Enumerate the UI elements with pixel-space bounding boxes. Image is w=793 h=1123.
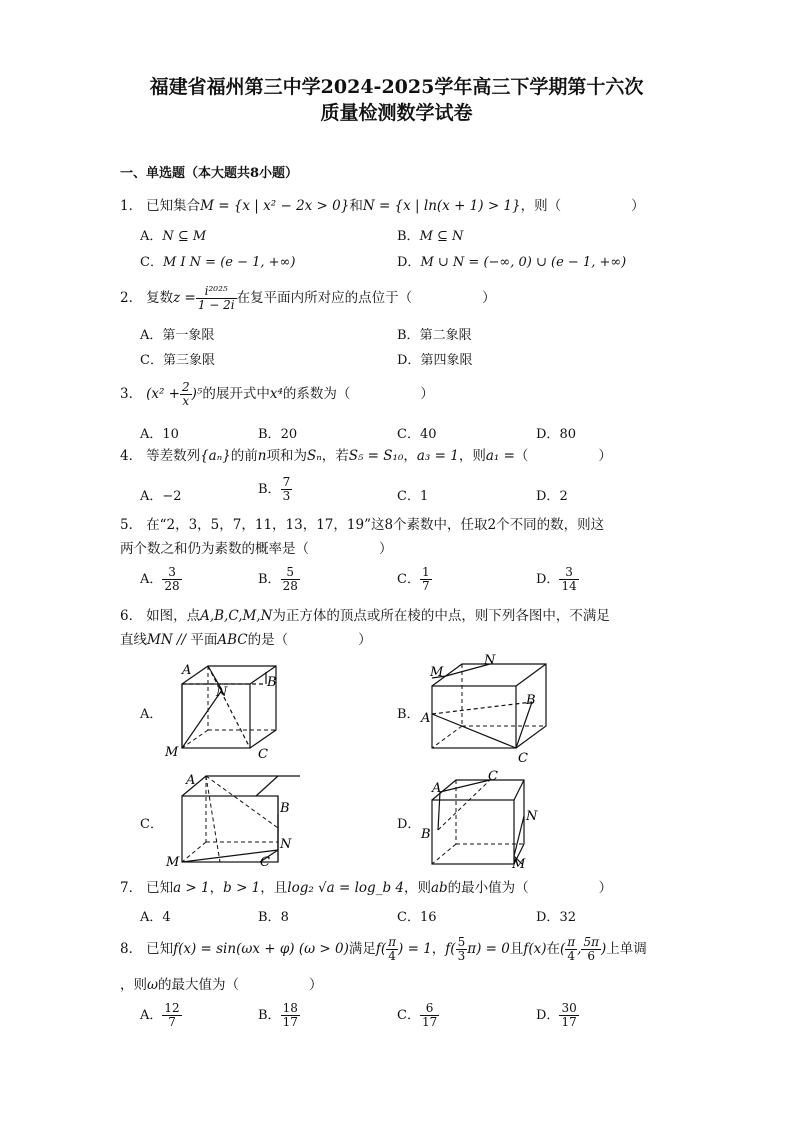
- q8-option-d[interactable]: D． $\frac{30}{17}$: [536, 1001, 577, 1029]
- q6-option-b-label[interactable]: B．: [397, 707, 420, 722]
- answer-paren: ）: [598, 448, 612, 464]
- question-text: 已知集合: [146, 198, 201, 214]
- point-n: N: [526, 809, 538, 824]
- point-b: B: [526, 693, 536, 708]
- question-3: [120, 381, 434, 408]
- q1-option-d[interactable]: D．M ∪ N = (−∞, 0) ∪ (e − 1, +∞): [397, 255, 627, 270]
- q1-option-b[interactable]: B．M ⊆ N: [397, 229, 464, 244]
- answer-paren: ）: [631, 198, 645, 214]
- q1-option-c[interactable]: C．M I N = (e − 1, +∞): [140, 255, 296, 270]
- q3-option-d[interactable]: D．80: [536, 427, 576, 442]
- q6-option-d-label[interactable]: D．: [397, 817, 421, 832]
- question-8-line2: ，则ω的最大值为（ ）: [120, 977, 323, 993]
- q1-option-a[interactable]: A．N ⊆ M: [140, 229, 207, 244]
- point-m: M: [165, 745, 179, 760]
- math-expression: x⁴: [269, 386, 283, 402]
- answer-paren: ）: [309, 977, 323, 993]
- question-number: 8．: [120, 941, 143, 957]
- point-m: M: [166, 855, 180, 870]
- answer-paren: ）: [482, 290, 496, 306]
- question-text: 在“2，3，5，7，11，13，17，19”这8个素数中，任取2个不同的数，则这: [146, 517, 605, 533]
- q7-option-a[interactable]: A．4: [140, 910, 171, 925]
- section-heading: 一、单选题（本大题共8小题）: [120, 166, 299, 181]
- cube-figure-c[interactable]: [160, 770, 300, 874]
- point-a: A: [421, 711, 431, 726]
- point-c: C: [260, 855, 270, 870]
- question-6-line2: 直线MN // 平面ABC的是（ ）: [120, 632, 372, 648]
- question-2: [120, 285, 496, 312]
- q8-option-a[interactable]: A． $\frac{12}{7}$: [140, 1001, 180, 1029]
- question-text: 和: [349, 198, 363, 214]
- point-c: C: [258, 747, 268, 760]
- q7-option-d[interactable]: D．32: [536, 910, 576, 925]
- math-expression: z =: [173, 290, 196, 306]
- question-text: 的系数为（: [282, 386, 351, 402]
- point-b: B: [267, 675, 277, 690]
- math-expression: M = {x | x² − 2x > 0}: [200, 198, 350, 214]
- q4-option-b[interactable]: B． $\frac{7}{3}$: [258, 475, 291, 503]
- question-1: [120, 196, 645, 216]
- q6-option-a-label[interactable]: A．: [140, 707, 163, 722]
- question-number: 4．: [120, 448, 143, 464]
- question-number: 7．: [120, 880, 143, 896]
- q5-option-a[interactable]: A． $\frac{3}{28}$: [140, 565, 180, 593]
- q2-option-d[interactable]: D．第四象限: [397, 353, 473, 368]
- math-expression: )⁵: [191, 386, 203, 402]
- q5-option-b[interactable]: B． $\frac{5}{28}$: [258, 565, 298, 593]
- point-c: C: [488, 769, 498, 784]
- point-c: C: [518, 751, 528, 766]
- point-n: N: [216, 685, 228, 700]
- q5-option-d[interactable]: D． $\frac{3}{14}$: [536, 565, 577, 593]
- question-4: 4． 等差数列{aₙ}的前n项和为Sₙ，若S₅ = S₁₀，a₃ = 1，则a₁ =（ ）: [120, 448, 612, 464]
- answer-paren: ）: [420, 386, 434, 402]
- math-expression: (x² +: [146, 386, 180, 402]
- point-m: M: [430, 665, 444, 680]
- q6-option-c-label[interactable]: C．: [140, 817, 163, 832]
- page-title-line2: 质量检测数学试卷: [320, 102, 473, 124]
- q3-option-c[interactable]: C．40: [397, 427, 437, 442]
- point-n: N: [484, 653, 496, 668]
- question-number: 1．: [120, 198, 143, 214]
- q8-option-b[interactable]: B． $\frac{18}{17}$: [258, 1001, 298, 1029]
- question-text: ，则（: [520, 198, 562, 214]
- question-text: 在复平面内所对应的点位于（: [236, 290, 413, 306]
- point-a: A: [432, 781, 442, 796]
- q3-option-b[interactable]: B．20: [258, 427, 298, 442]
- point-m: M: [512, 857, 526, 872]
- question-5-line2: 两个数之和仍为素数的概率是（ ）: [120, 541, 393, 557]
- question-text: 的展开式中: [202, 386, 270, 402]
- question-number: 3．: [120, 386, 143, 402]
- q3-option-a[interactable]: A．10: [140, 427, 179, 442]
- math-expression: N = {x | ln(x + 1) > 1}: [362, 198, 521, 214]
- point-b: B: [421, 827, 431, 842]
- cube-figure-b[interactable]: [418, 652, 558, 774]
- q7-option-b[interactable]: B．8: [258, 910, 289, 925]
- answer-paren: ）: [379, 541, 393, 557]
- point-a: A: [182, 663, 192, 678]
- point-n: N: [280, 837, 292, 852]
- cube-figure-a[interactable]: [160, 660, 290, 764]
- q2-option-c[interactable]: C．第三象限: [140, 353, 215, 368]
- question-8: 8． 已知f(x) = sin(ωx + φ) (ω > 0)满足f( $\frac{\pi}{4}$ ) = 1，f( $\frac{5}{3}$ π) = 0且f(x)在( $\frac{\pi}{4}$ , $\frac{5\pi}{6}$ )上单调: [120, 935, 647, 963]
- fraction: $\frac{2}{x}$: [182, 380, 190, 408]
- question-6: 6． 如图，点A,B,C,M,N为正方体的顶点或所在棱的中点，则下列各图中，不满足: [120, 608, 610, 624]
- page-title-line1: 福建省福州第三中学2024-2025学年高三下学期第十六次: [149, 76, 644, 98]
- q4-option-d[interactable]: D．2: [536, 489, 568, 504]
- question-number: 2．: [120, 290, 143, 306]
- question-number: 6．: [120, 608, 143, 624]
- point-a: A: [186, 773, 196, 788]
- question-5: [120, 515, 604, 535]
- point-b: B: [280, 801, 290, 816]
- answer-paren: ）: [358, 632, 372, 648]
- question-number: 5．: [120, 517, 143, 533]
- q2-option-b[interactable]: B．第二象限: [397, 328, 472, 343]
- answer-paren: ）: [598, 880, 613, 896]
- question-7: 7． 已知a > 1，b > 1，且log₂ √a = log_b 4，则ab的最小值为（ ）: [120, 880, 613, 896]
- cube-figure-d[interactable]: [418, 768, 558, 876]
- q5-option-c[interactable]: C． $\frac{1}{7}$: [397, 565, 430, 593]
- fraction: $\frac{\text{i²⁰²⁵}}{1 - 2i}$: [197, 284, 235, 312]
- q2-option-a[interactable]: A．第一象限: [140, 328, 215, 343]
- q4-option-c[interactable]: C．1: [397, 489, 429, 504]
- q8-option-c[interactable]: C． $\frac{6}{17}$: [397, 1001, 438, 1029]
- q4-option-a[interactable]: A．−2: [140, 489, 182, 504]
- q7-option-c[interactable]: C．16: [397, 910, 437, 925]
- question-text: 复数: [146, 290, 174, 306]
